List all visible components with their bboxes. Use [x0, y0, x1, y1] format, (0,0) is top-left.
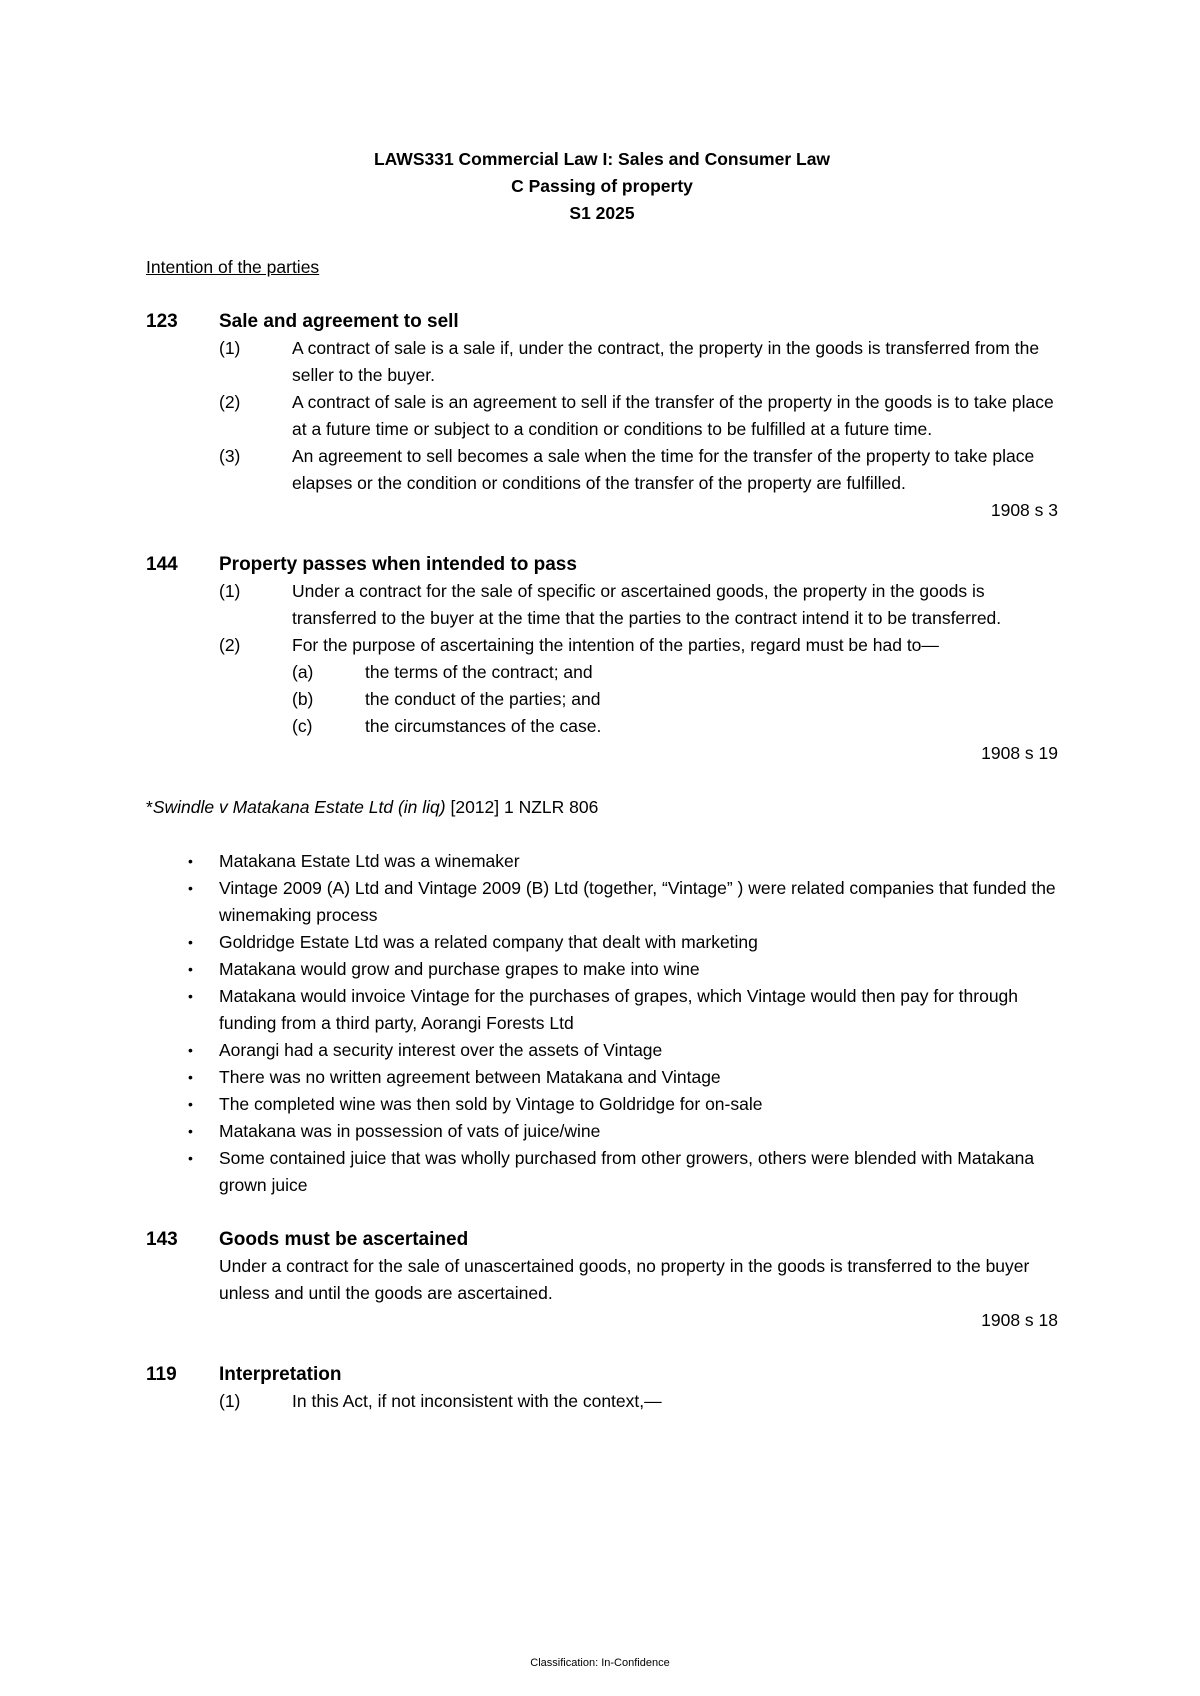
- subsection: [219, 578, 1058, 632]
- paragraph-number: (a): [292, 662, 314, 682]
- list-item-text: There was no written agreement between Matakana and Vintage: [219, 1067, 721, 1087]
- section-144: [146, 551, 1058, 767]
- paragraph-text: the circumstances of the case.: [365, 716, 602, 736]
- bullet-icon: •: [188, 934, 193, 950]
- list-item-text: Goldridge Estate Ltd was a related company that dealt with marketing: [219, 932, 758, 952]
- list-item-text: Aorangi had a security interest over the assets of Vintage: [219, 1040, 663, 1060]
- title-line-topic: C Passing of property: [511, 176, 693, 196]
- list-item-text: Matakana would invoice Vintage for the purchases of grapes, which Vintage would then pay for through funding from a third party, Aorangi Forests Ltd: [219, 986, 1019, 1033]
- subsection-number: (1): [219, 338, 241, 358]
- subsection-number: (3): [219, 446, 241, 466]
- section-heading-row: [146, 551, 1058, 578]
- list-item: [188, 1091, 1058, 1118]
- list-item: [188, 848, 1058, 875]
- document-title: [146, 146, 1058, 227]
- section-number: 123: [146, 311, 178, 332]
- case-name: Swindle v Matakana Estate Ltd (in liq): [152, 797, 446, 817]
- bullet-icon: •: [188, 1150, 193, 1166]
- section-title: Property passes when intended to pass: [219, 554, 577, 575]
- classification-footer: Classification: In-Confidence: [530, 1657, 670, 1669]
- section-source: 1908 s 3: [990, 500, 1058, 520]
- section-heading-row: [146, 1226, 1058, 1253]
- list-item: [188, 1118, 1058, 1145]
- list-item: [188, 929, 1058, 956]
- subsection-text: For the purpose of ascertaining the intention of the parties, regard must be had to—: [292, 635, 939, 655]
- section-123: [146, 308, 1058, 524]
- list-item: [188, 983, 1058, 1037]
- list-item: [188, 1037, 1058, 1064]
- subsection: [219, 335, 1058, 389]
- section-source: 1908 s 18: [981, 1310, 1058, 1330]
- subsection-number: (1): [219, 581, 241, 601]
- list-item-text: Matakana was in possession of vats of juice/wine: [219, 1121, 601, 1141]
- subsection: [219, 632, 1058, 659]
- title-line-course: LAWS331 Commercial Law I: Sales and Consumer Law: [373, 149, 831, 169]
- section-source: 1908 s 19: [981, 743, 1058, 763]
- paragraph: [292, 713, 1058, 740]
- paragraph: [292, 686, 1058, 713]
- case-reference: [146, 794, 1058, 821]
- section-143: [146, 1226, 1058, 1334]
- bullet-icon: •: [188, 1096, 193, 1112]
- section-119: [146, 1361, 1058, 1415]
- subsection-number: (2): [219, 635, 241, 655]
- subsection-number: (2): [219, 392, 241, 412]
- section-title: Interpretation: [219, 1364, 342, 1385]
- section-title: Sale and agreement to sell: [219, 311, 459, 332]
- bullet-icon: •: [188, 1042, 193, 1058]
- subsection-text: Under a contract for the sale of specific or ascertained goods, the property in the goods is transferred to the buyer at the time that the parties to the contract intend it to be transferred.: [292, 581, 1002, 628]
- paragraph-number: (b): [292, 689, 314, 709]
- list-item: [188, 1145, 1058, 1199]
- subsection-number: (1): [219, 1391, 241, 1411]
- section-number: 143: [146, 1229, 178, 1250]
- section-heading-row: [146, 1361, 1058, 1388]
- subsection-text: An agreement to sell becomes a sale when the time for the transfer of the property to take place elapses or the condition or conditions of the transfer of the property are fulfilled.: [292, 446, 1035, 493]
- section-number: 119: [146, 1364, 177, 1385]
- title-line-semester: S1 2025: [569, 203, 635, 223]
- section-title: Goods must be ascertained: [219, 1229, 469, 1250]
- bullet-icon: •: [188, 880, 193, 896]
- list-item-text: Matakana Estate Ltd was a winemaker: [219, 851, 520, 871]
- bullet-icon: •: [188, 1123, 193, 1139]
- case-citation: [2012] 1 NZLR 806: [445, 797, 599, 817]
- list-item-text: Matakana would grow and purchase grapes to make into wine: [219, 959, 700, 979]
- subsection-text: A contract of sale is a sale if, under the contract, the property in the goods is transferred from the seller to the buyer.: [292, 338, 1040, 385]
- section-heading-row: [146, 308, 1058, 335]
- bullet-icon: •: [188, 961, 193, 977]
- subsection-text: In this Act, if not inconsistent with the context,—: [292, 1391, 662, 1411]
- bullet-icon: •: [188, 988, 193, 1004]
- paragraph-text: the terms of the contract; and: [365, 662, 593, 682]
- paragraph-text: the conduct of the parties; and: [365, 689, 601, 709]
- bullet-icon: •: [188, 1069, 193, 1085]
- case-facts-list: [146, 848, 1058, 1199]
- list-item: [188, 875, 1058, 929]
- paragraph: [292, 659, 1058, 686]
- paragraph-number: (c): [292, 716, 313, 736]
- case-marker: *: [146, 797, 153, 817]
- subsection-text: A contract of sale is an agreement to sell if the transfer of the property in the goods is to take place at a future time or subject to a condition or conditions to be fulfilled at a future time.: [292, 392, 1054, 439]
- section-heading: Intention of the parties: [146, 257, 320, 277]
- list-item-text: The completed wine was then sold by Vintage to Goldridge for on-sale: [219, 1094, 763, 1114]
- subsection: [219, 1388, 1058, 1415]
- section-number: 144: [146, 554, 178, 575]
- bullet-icon: •: [188, 853, 193, 869]
- document-content: [146, 146, 1058, 1415]
- list-item-text: Some contained juice that was wholly purchased from other growers, others were blended with Matakana grown juice: [219, 1148, 1035, 1195]
- subsection: [219, 389, 1058, 443]
- list-item: [188, 956, 1058, 983]
- section-text: Under a contract for the sale of unascertained goods, no property in the goods is transferred to the buyer unless and until the goods are ascertained.: [219, 1256, 1030, 1303]
- list-item: [188, 1064, 1058, 1091]
- subsection: [219, 443, 1058, 497]
- list-item-text: Vintage 2009 (A) Ltd and Vintage 2009 (B) Ltd (together, “Vintage” ) were related companies that funded the winemaking process: [219, 878, 1056, 925]
